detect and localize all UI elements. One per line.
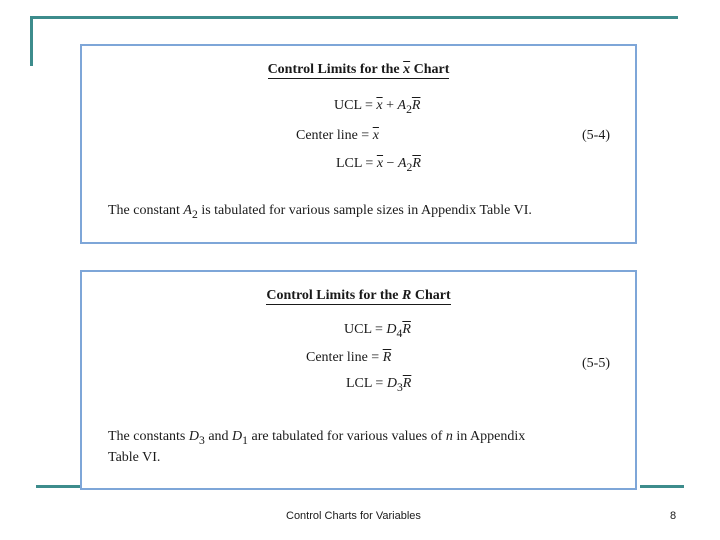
center-line-equation: Center line = $\overline{R}$ — [306, 350, 392, 365]
center-line-equation: Center line = $\overline{x}$ — [296, 128, 379, 143]
bottom-decoration-line-left — [36, 485, 80, 488]
lcl-equation: LCL = $\overline{x} - A_2\overline{R}$ — [336, 156, 421, 174]
panel-title: Control Limits for the R Chart — [266, 288, 451, 303]
left-decoration-line — [30, 16, 33, 66]
footer-title: Control Charts for Variables — [286, 510, 421, 522]
xbar-chart-limits-panel — [80, 44, 637, 244]
equation-number: (5-5) — [582, 356, 610, 371]
ucl-equation: UCL = $\overline{x} + A_2\overline{R}$ — [334, 98, 421, 116]
equation-number: (5-4) — [582, 128, 610, 143]
panel-title: Control Limits for the $\overline{x}$ Chart — [267, 62, 450, 77]
top-decoration-line — [30, 16, 678, 19]
ucl-equation: UCL = $D_4\overline{R}$ — [344, 322, 411, 340]
r-chart-limits-panel — [80, 270, 637, 490]
bottom-decoration-line-right — [640, 485, 684, 488]
panel-note: The constants $D_3$ and $D_1$ are tabulated for various values of n in Appendix Table VI. — [108, 429, 526, 465]
lcl-equation: LCL = $D_3\overline{R}$ — [346, 376, 412, 394]
panel-note: The constant $A_2$ is tabulated for various sample sizes in Appendix Table VI. — [108, 203, 532, 221]
page-number: 8 — [670, 510, 677, 522]
